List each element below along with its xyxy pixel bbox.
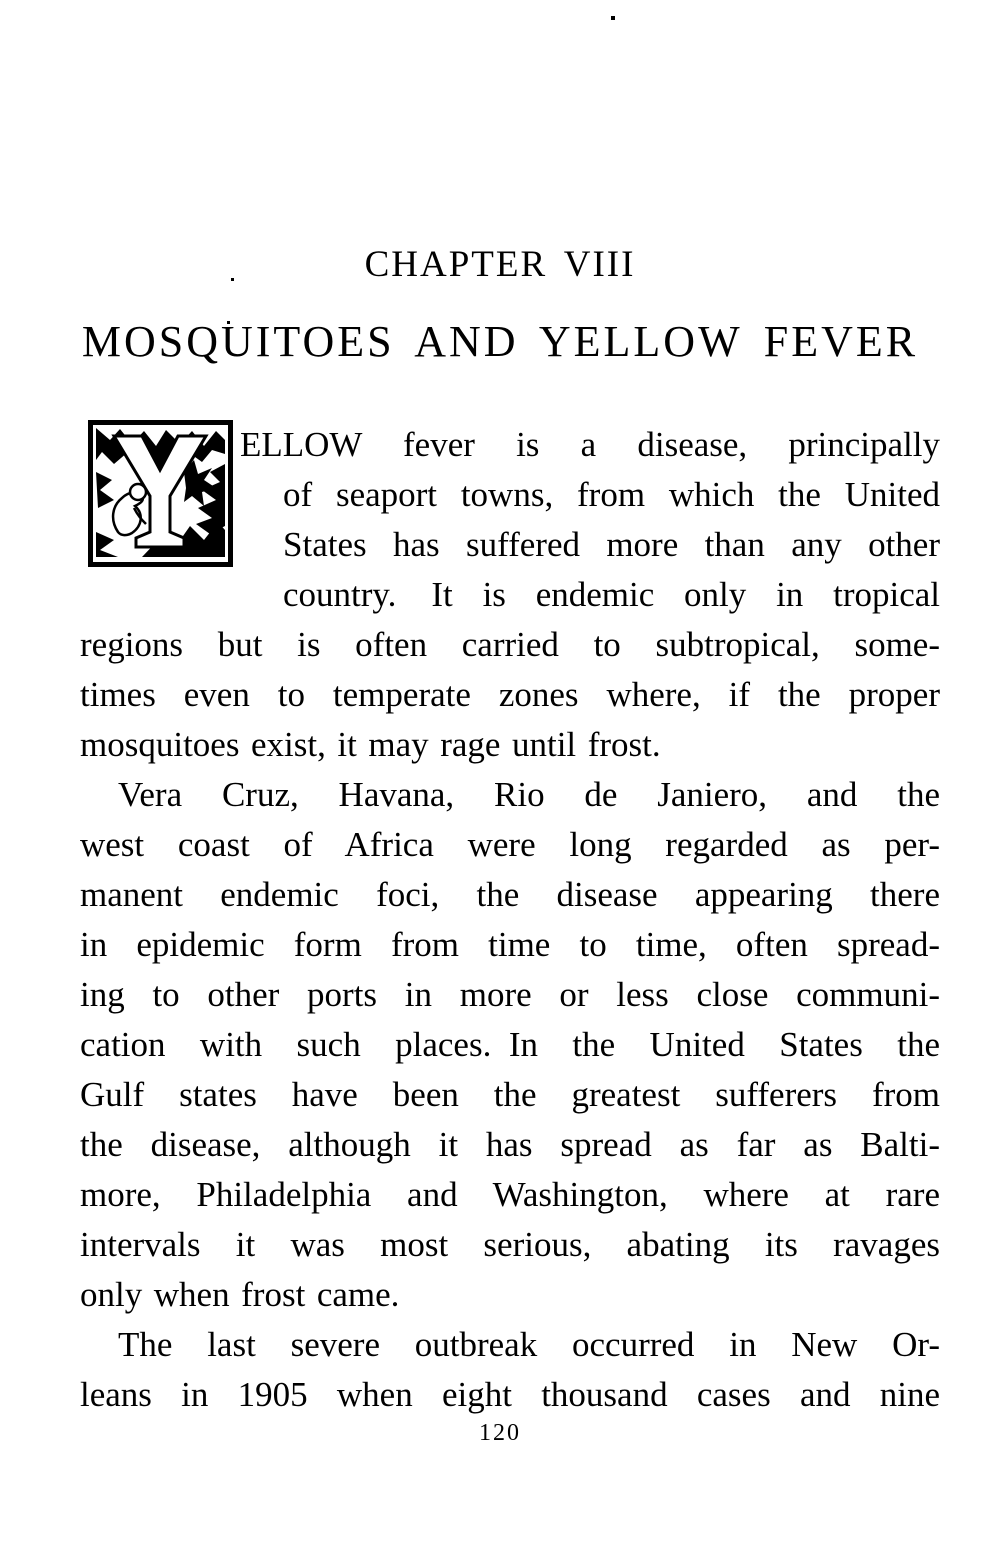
text-line: more, Philadelphia and Washington, where at rare — [80, 1175, 940, 1214]
text-line: The last severe outbreak occurred in New Or- — [118, 1325, 940, 1364]
page-number: 120 — [479, 1420, 521, 1446]
text-line: Vera Cruz, Havana, Rio de Janiero, and the — [118, 775, 940, 814]
chapter-title: MOSQUITOES AND YELLOW FEVER — [81, 317, 919, 366]
text-line: only when frost came. — [80, 1275, 400, 1314]
text-line: leans in 1905 when eight thousand cases and nine — [80, 1375, 940, 1414]
body-text-block — [80, 420, 940, 1420]
text-line: Gulf states have been the greatest sufferers from — [80, 1075, 940, 1114]
text-line: mosquitoes exist, it may rage until frost. — [80, 725, 661, 764]
text-line: ing to other ports in more or less close communi- — [80, 975, 940, 1014]
text-line: intervals it was most serious, abating its ravages — [80, 1225, 940, 1264]
scan-speck — [611, 16, 615, 20]
text-line: west coast of Africa were long regarded as per- — [80, 825, 940, 864]
text-line: manent endemic foci, the disease appearing there — [80, 875, 940, 914]
drop-cap-initial-y — [88, 420, 233, 567]
text-line: cation with such places. In the United States the — [80, 1025, 940, 1064]
text-line: of seaport towns, from which the United — [283, 475, 940, 514]
text-line: country. It is endemic only in tropical — [283, 575, 940, 614]
text-line: ELLOW fever is a disease, principally — [240, 425, 940, 464]
text-line: the disease, although it has spread as far as Balti- — [80, 1125, 940, 1164]
text-line: regions but is often carried to subtropical, some- — [80, 625, 940, 664]
chapter-heading: CHAPTER VIII — [364, 244, 636, 285]
text-line: States has suffered more than any other — [283, 525, 940, 564]
text-line: in epidemic form from time to time, often spread- — [80, 925, 940, 964]
text-line: times even to temperate zones where, if the proper — [80, 675, 940, 714]
drop-cap-y-woodcut-illustration — [88, 420, 233, 567]
